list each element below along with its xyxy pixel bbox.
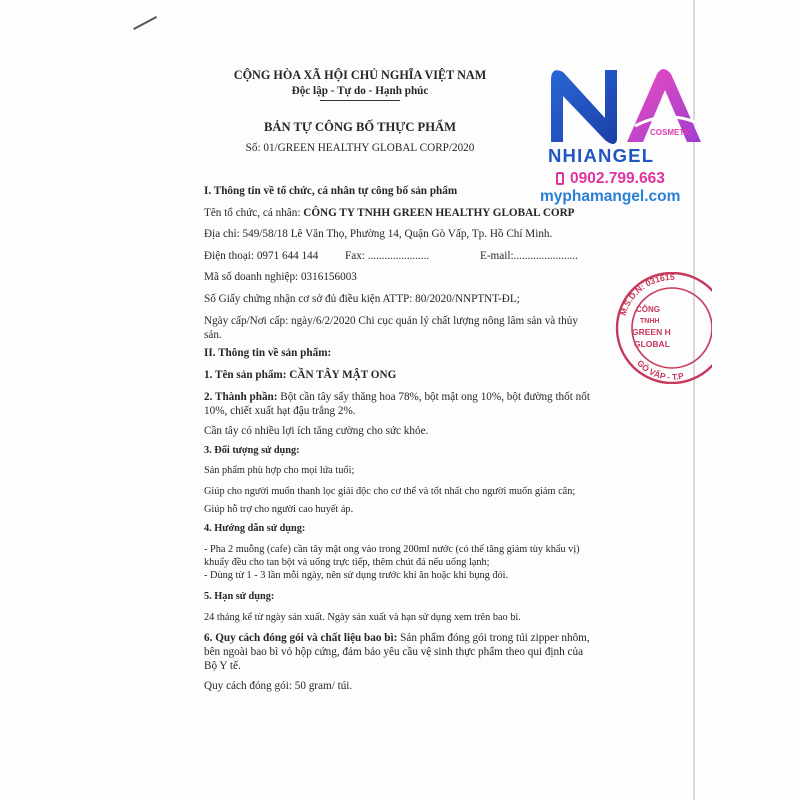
ingredients-line-2: 10%, chiết xuất hạt đậu trắng 2%. bbox=[204, 405, 356, 417]
org-line bbox=[204, 206, 575, 220]
product-name-line bbox=[204, 368, 396, 382]
ingredients-label: 2. Thành phần: bbox=[204, 391, 281, 403]
stamp-text-2: TNHH bbox=[640, 318, 660, 325]
fax: Fax: ...................... bbox=[345, 250, 430, 262]
stamp-ring-top: M.S.D.N: 031615 bbox=[617, 272, 675, 317]
usage-label: 4. Hướng dẫn sử dụng: bbox=[204, 523, 306, 534]
watermark-brand: NHIANGEL bbox=[548, 145, 655, 166]
packaging-line-3: Bộ Y tế. bbox=[204, 660, 241, 672]
address: Địa chỉ: 549/58/18 Lê Văn Thọ, Phường 14, Quận Gò Vấp, Tp. Hồ Chí Minh. bbox=[204, 228, 553, 240]
target-label: 3. Đối tượng sử dụng: bbox=[204, 445, 300, 456]
expiry-label: 5. Hạn sử dụng: bbox=[204, 591, 275, 602]
packaging-text-1: Sản phẩm đóng gói trong túi zipper nhôm, bbox=[400, 632, 590, 644]
target-1: Sản phẩm phù hợp cho mọi lứa tuổi; bbox=[204, 465, 355, 476]
benefit: Cần tây có nhiều lợi ích tăng cường cho sức khỏe. bbox=[204, 425, 429, 437]
packaging-line-2: bên ngoài bao bì vỏ hộp cứng, đảm bảo yêu cầu vệ sinh thực phẩm theo qui định của bbox=[204, 646, 584, 658]
phone: Điện thoại: 0971 644 144 bbox=[204, 250, 319, 262]
section-2-heading: II. Thông tin về sản phẩm: bbox=[204, 347, 332, 359]
issue-line-1: Ngày cấp/Nơi cấp: ngày/6/2/2020 Chi cục quản lý chất lượng nông lâm sản và thủy bbox=[204, 315, 578, 327]
certificate: Số Giấy chứng nhận cơ sở đủ điều kiện ATTP: 80/2020/NNPTNT-ĐL; bbox=[204, 293, 520, 305]
watermark-phone bbox=[556, 170, 665, 188]
stamp-text-4: GLOBAL bbox=[634, 339, 670, 349]
usage-1: - Pha 2 muỗng (cafe) cần tây mật ong vào trong 200ml nước (có thể tăng giảm tùy khẩu vị) bbox=[204, 544, 580, 555]
target-2: Giúp cho người muốn thanh lọc giải độc cho cơ thể và tốt nhất cho người muốn giảm cân; bbox=[204, 486, 576, 497]
watermark-cosmetic: COSMETIC bbox=[650, 128, 693, 137]
scan-mark bbox=[133, 16, 157, 30]
org-name: CÔNG TY TNHH GREEN HEALTHY GLOBAL CORP bbox=[303, 207, 575, 219]
section-1-heading: I. Thông tin về tổ chức, cá nhân tự công bố sản phẩm bbox=[204, 185, 458, 197]
email: E-mail:....................... bbox=[480, 250, 578, 262]
product-name: CẦN TÂY MẬT ONG bbox=[289, 369, 397, 381]
usage-3: - Dùng từ 1 - 3 lần mỗi ngày, nên sử dụng trước khi ăn hoặc khi bụng đói. bbox=[204, 570, 509, 581]
document-number: Số: 01/GREEN HEALTHY GLOBAL CORP/2020 bbox=[245, 142, 475, 154]
stamp-text-1: CÔNG bbox=[636, 305, 660, 314]
phone-icon bbox=[556, 172, 564, 185]
pack-size: Quy cách đóng gói: 50 gram/ túi. bbox=[204, 680, 353, 692]
ingredients-line-1 bbox=[204, 390, 590, 404]
document-title: BẢN TỰ CÔNG BỐ THỰC PHẨM bbox=[263, 120, 457, 134]
packaging-label: 6. Quy cách đóng gói và chất liệu bao bì: bbox=[204, 632, 401, 644]
watermark-phone-number: 0902.799.663 bbox=[570, 170, 665, 187]
watermark-website: myphamangel.com bbox=[540, 188, 681, 205]
stamp-ring-bottom: GÒ VẤP - T.P bbox=[635, 357, 685, 383]
company-stamp-icon bbox=[612, 272, 712, 384]
motto-underline bbox=[320, 100, 400, 101]
expiry-text: 24 tháng kể từ ngày sản xuất. Ngày sản xuất và hạn sử dụng xem trên bao bì. bbox=[204, 612, 521, 623]
svg-text:GÒ VẤP - T.P bbox=[635, 358, 685, 382]
issue-line-2: sản. bbox=[204, 329, 222, 341]
nation-heading: CỘNG HÒA XÃ HỘI CHỦ NGHĨA VIỆT NAM bbox=[233, 68, 487, 82]
stamp-text-3: GREEN H bbox=[632, 327, 671, 337]
usage-2: khuấy đều cho tan bột và uống trực tiếp, thêm chút đá nếu uống lạnh; bbox=[204, 557, 490, 568]
motto: Độc lập - Tự do - Hạnh phúc bbox=[291, 85, 429, 97]
ingredients-text-1: Bột cần tây sấy thăng hoa 78%, bột mật ong 10%, bột đường thốt nốt bbox=[280, 391, 590, 403]
product-name-label: 1. Tên sản phẩm: bbox=[204, 369, 290, 381]
tax-code: Mã số doanh nghiệp: 0316156003 bbox=[204, 271, 357, 283]
target-3: Giúp hỗ trợ cho người cao huyết áp. bbox=[204, 504, 354, 515]
packaging-line-1 bbox=[204, 631, 590, 645]
org-label: Tên tổ chức, cá nhân: bbox=[204, 207, 304, 219]
